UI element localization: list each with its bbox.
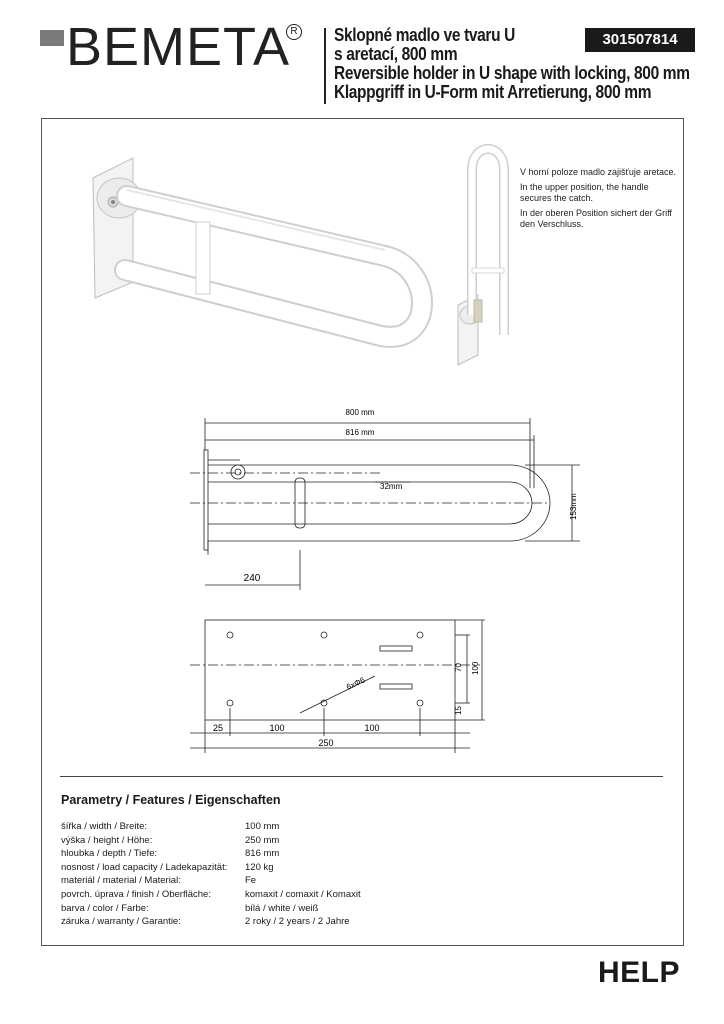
param-key: materiál / material / Material:: [61, 875, 181, 887]
param-value: 100 mm: [245, 821, 280, 832]
title-cz-1: Sklopné madlo ve tvaru U: [334, 25, 516, 45]
note-en: In the upper position, the handle secures the catch.: [520, 181, 649, 203]
plate-25: 25: [212, 723, 224, 733]
param-row: [61, 888, 361, 902]
param-key: výška / height / Höhe:: [61, 834, 153, 846]
plate-100-a: 100: [269, 723, 285, 733]
dim-32: 32mm: [380, 482, 403, 491]
locking-note: [520, 167, 680, 234]
dim-153: 153mm: [569, 493, 578, 520]
param-value: 2 roky / 2 years / 2 Jahre: [245, 916, 350, 928]
product-code: 301507814: [585, 28, 695, 52]
title-en: Reversible holder in U shape with locking, 800 mm: [334, 63, 690, 83]
param-row: [61, 847, 361, 861]
param-key: nosnost / load capacity / Ladekapazität:: [61, 861, 228, 873]
note-cz: V horní poloze madlo zajišťuje aretace.: [520, 167, 676, 177]
param-row: [61, 915, 361, 929]
upright-illustration: [448, 140, 518, 370]
brand-logo: BEMETA: [66, 17, 291, 77]
handle-illustration: [85, 150, 435, 360]
param-row: [61, 834, 361, 848]
dim-800: 800 mm: [345, 408, 375, 417]
param-value: Fe: [245, 875, 257, 887]
params-title: Parametry / Features / Eigenschaften: [61, 793, 281, 807]
dimension-drawing: [180, 400, 600, 600]
param-row: [61, 820, 361, 834]
param-key: povrch. úprava / finish / Oberfläche:: [61, 888, 211, 900]
dim-816: 816 mm: [345, 428, 375, 437]
param-value: 250 mm: [245, 834, 280, 846]
param-value: bílá / white / weiß: [245, 902, 319, 914]
series-name: HELP: [598, 956, 681, 989]
plate-15: 15: [454, 706, 463, 715]
plate-100-h: 100: [471, 661, 480, 675]
param-row: [61, 902, 361, 916]
title-cz-2: s aretací, 800 mm: [334, 44, 458, 64]
param-key: záruka / warranty / Garantie:: [61, 916, 181, 928]
header-divider: [324, 28, 326, 104]
registered-mark: R: [286, 24, 302, 40]
plate-drawing: [180, 608, 500, 758]
title-de: Klappgriff in U-Form mit Arretierung, 800 mm: [334, 82, 652, 102]
dim-240: 240: [243, 573, 261, 584]
param-value: 120 kg: [245, 861, 274, 873]
param-key: šířka / width / Breite:: [61, 821, 148, 832]
param-row: [61, 861, 361, 875]
logo-mark: [40, 30, 64, 46]
param-value: komaxit / comaxit / Komaxit: [245, 888, 361, 900]
plate-100-b: 100: [364, 723, 380, 733]
plate-250: 250: [318, 738, 334, 748]
param-key: barva / color / Farbe:: [61, 902, 149, 914]
param-key: hloubka / depth / Tiefe:: [61, 848, 158, 860]
plate-holes: 6xΦ6: [345, 675, 367, 692]
param-row: [61, 874, 361, 888]
note-de: In der oberen Position sichert der Griff den Verschluss.: [520, 207, 672, 229]
param-value: 816 mm: [245, 848, 280, 860]
plate-70: 70: [454, 663, 463, 672]
params-divider: [60, 776, 663, 777]
params-table: [61, 820, 361, 929]
